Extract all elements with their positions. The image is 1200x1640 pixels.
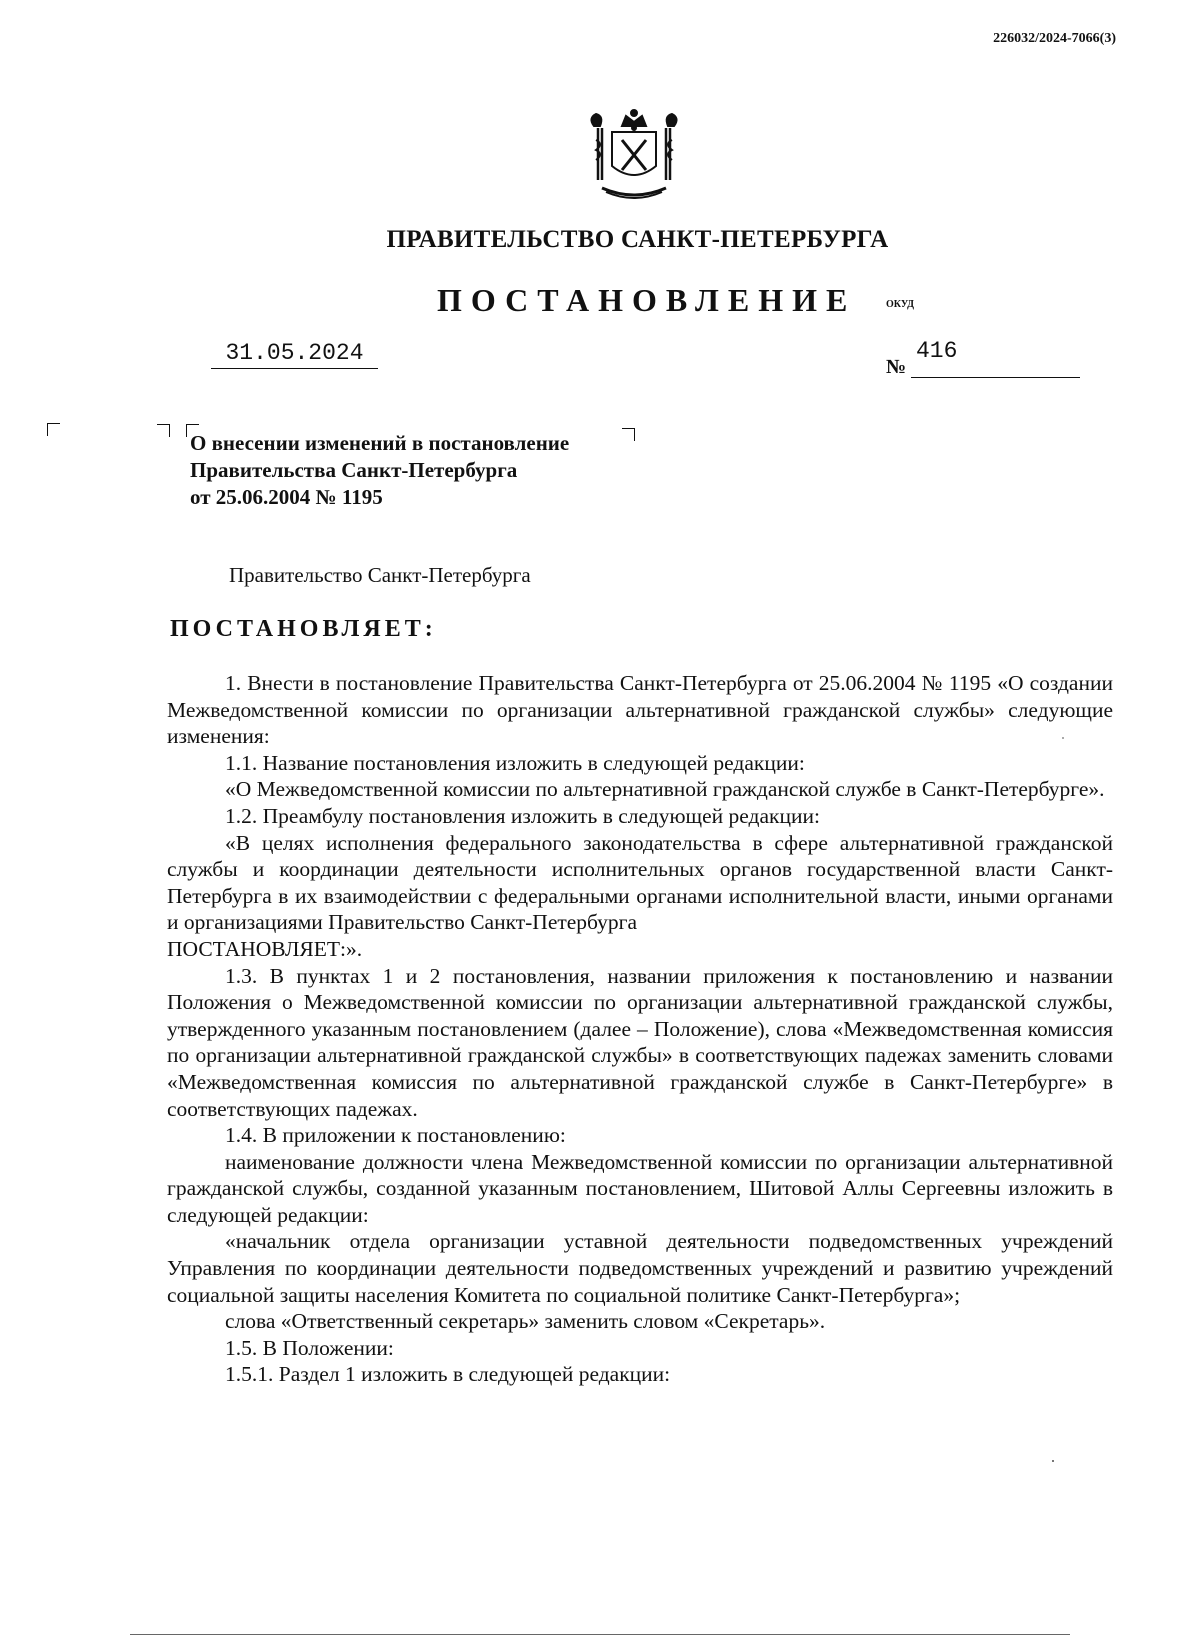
decree-number: 416 bbox=[916, 338, 958, 364]
paragraph-1-1: 1.1. Название постановления изложить в следующей редакции: bbox=[225, 750, 805, 775]
corner-mark bbox=[157, 424, 170, 437]
decree-body bbox=[167, 670, 1113, 1388]
scan-speck bbox=[1062, 737, 1064, 739]
number-label: № bbox=[886, 356, 907, 378]
corner-mark bbox=[47, 423, 60, 436]
decree-subject bbox=[190, 430, 569, 511]
paragraph-1-5-1: 1.5.1. Раздел 1 изложить в следующей редакции: bbox=[225, 1362, 671, 1387]
paragraph-1: 1. Внести в постановление Правительства Санкт-Петербурга от 25.06.2004 № 1195 «О создании Межведомственной комиссии по организации альтернативной гражданской службы» следующие изменения: bbox=[167, 671, 1113, 749]
paragraph-1-2-text: «В целях исполнения федерального законодательства в сфере альтернативной гражданской службы и координации деятельности исполнительных органов государственной власти Санкт-Петербурга в их взаимодействии с федеральными органами исполнительной власти, иными органами и организациями Правительство Санкт-Петербурга bbox=[167, 830, 1113, 935]
number-underline bbox=[911, 377, 1080, 378]
paragraph-1-3: 1.3. В пунктах 1 и 2 постановления, названии приложения к постановлению и названии Положения о Межведомственной комиссии по организации альтернативной гражданской службы, утвержденного указанным постановлением (далее – Положение), слова «Межведомственная комиссия по организации альтернативной гражданской службы» в соответствующих падежах заменить словами «Межведомственная комиссия по альтернативной гражданской службе в Санкт-Петербурге» в соответствующих падежах. bbox=[167, 963, 1113, 1121]
resolves-heading: ПОСТАНОВЛЯЕТ: bbox=[170, 616, 437, 642]
corner-mark bbox=[622, 428, 635, 441]
issuer-line: Правительство Санкт-Петербурга bbox=[229, 563, 531, 587]
paragraph-1-4-position: наименование должности члена Межведомственной комиссии по организации альтернативной гражданской службы, созданной указанным постановлением, Шитовой Аллы Сергеевны изложить в следующей редакции: bbox=[167, 1149, 1113, 1227]
registration-number: 226032/2024-7066(3) bbox=[993, 31, 1116, 46]
subject-line: Правительства Санкт-Петербурга bbox=[190, 458, 518, 482]
paragraph-1-5: 1.5. В Положении: bbox=[225, 1335, 394, 1360]
page-edge-line bbox=[130, 1634, 1070, 1635]
paragraph-1-1-text: «О Межведомственной комиссии по альтернативной гражданской службе в Санкт-Петербурге». bbox=[225, 777, 1105, 802]
government-title: ПРАВИТЕЛЬСТВО САНКТ-ПЕТЕРБУРГА bbox=[386, 226, 889, 253]
okud-label: ОКУД bbox=[886, 299, 915, 310]
paragraph-1-4-secretary: слова «Ответственный секретарь» заменить словом «Секретарь». bbox=[225, 1309, 826, 1334]
paragraph-1-2: 1.2. Преамбулу постановления изложить в следующей редакции: bbox=[225, 803, 820, 828]
coat-of-arms-icon bbox=[582, 104, 686, 204]
paragraph-1-4: 1.4. В приложении к постановлению: bbox=[225, 1123, 566, 1148]
decree-date: 31.05.2024 bbox=[211, 340, 378, 369]
paragraph-1-2-resolves: ПОСТАНОВЛЯЕТ:». bbox=[167, 936, 363, 961]
subject-line: О внесении изменений в постановление bbox=[190, 431, 570, 455]
scan-speck bbox=[1052, 1460, 1054, 1462]
subject-line: от 25.06.2004 № 1195 bbox=[190, 485, 383, 509]
paragraph-1-4-text: «начальник отдела организации уставной деятельности подведомственных учреждений Управления по координации деятельности подведомственных учреждений и развитию учреждений социальной защиты населения Комитета по социальной политике Санкт-Петербурга»; bbox=[167, 1229, 1113, 1307]
decree-title: ПОСТАНОВЛЕНИЕ bbox=[437, 282, 857, 318]
